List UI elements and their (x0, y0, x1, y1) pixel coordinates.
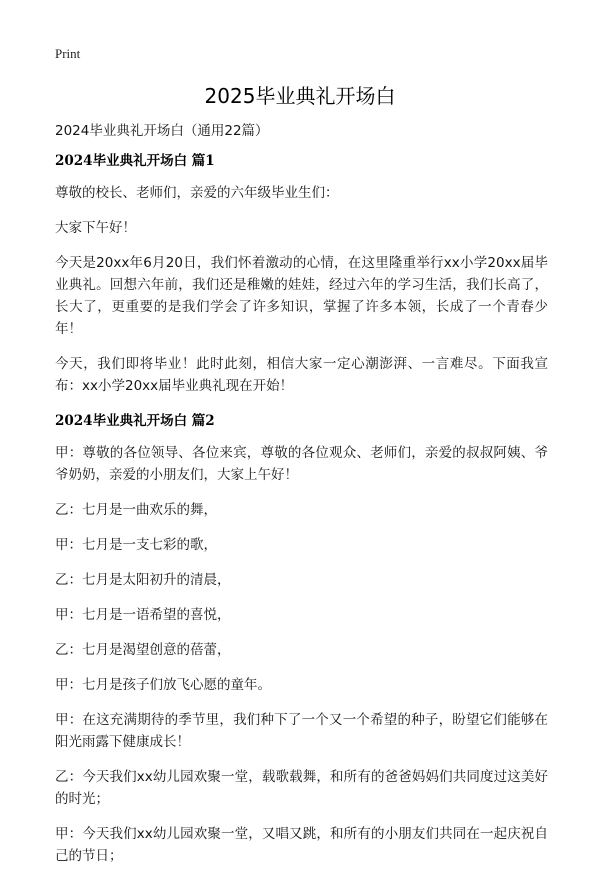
paragraph: 尊敬的校长、老师们，亲爱的六年级毕业生们： (55, 185, 339, 201)
paragraph: 乙：七月是一曲欢乐的舞， (55, 502, 217, 518)
document-subtitle: 2024毕业典礼开场白（通用22篇） (55, 123, 269, 139)
paragraph: 乙：七月是渴望创意的蓓蕾， (55, 642, 231, 658)
print-label[interactable]: Print (55, 46, 81, 61)
paragraph: 甲：在这充满期待的季节里，我们种下了一个又一个希望的种子，盼望它们能够在阳光雨露下健康成长！ (55, 712, 548, 750)
paragraph: 甲：七月是一支七彩的歌， (55, 537, 217, 553)
section-2 (55, 410, 548, 867)
paragraph: 甲：今天我们xx幼儿园欢聚一堂，又唱又跳，和所有的小朋友们共同在一起庆祝自己的节日； (55, 826, 548, 864)
document-title: 2025毕业典礼开场白 (204, 84, 396, 108)
paragraph: 今天是20xx年6月20日，我们怀着激动的心情，在这里隆重举行xx小学20xx届毕业典礼。回想六年前，我们还是稚嫩的娃娃，经过六年的学习生活，我们长高了，长大了，更重要的是我们学会了许多知识，掌握了许多本领，长成了一个青春少年！ (55, 255, 548, 337)
paragraph: 甲：七月是一语希望的喜悦， (55, 607, 231, 623)
paragraph: 乙：七月是太阳初升的清晨， (55, 572, 231, 588)
paragraph: 甲：七月是孩子们放飞心愿的童年。 (55, 677, 271, 693)
section-heading: 2024毕业典礼开场白 篇1 (55, 153, 215, 169)
paragraph: 今天，我们即将毕业！此时此刻，相信大家一定心潮澎湃、一言难尽。下面我宣布：xx小学20xx届毕业典礼现在开始！ (55, 356, 548, 394)
section-1 (55, 150, 548, 397)
paragraph: 甲：尊敬的各位领导、各位来宾，尊敬的各位观众、老师们，亲爱的叔叔阿姨、爷爷奶奶，亲爱的小朋友们，大家上午好！ (55, 445, 548, 483)
document-body (55, 120, 548, 880)
paragraph: 乙：今天我们xx幼儿园欢聚一堂，载歌载舞，和所有的爸爸妈妈们共同度过这美好的时光； (55, 769, 548, 807)
paragraph: 大家下午好！ (55, 220, 136, 236)
section-heading: 2024毕业典礼开场白 篇2 (55, 413, 215, 429)
